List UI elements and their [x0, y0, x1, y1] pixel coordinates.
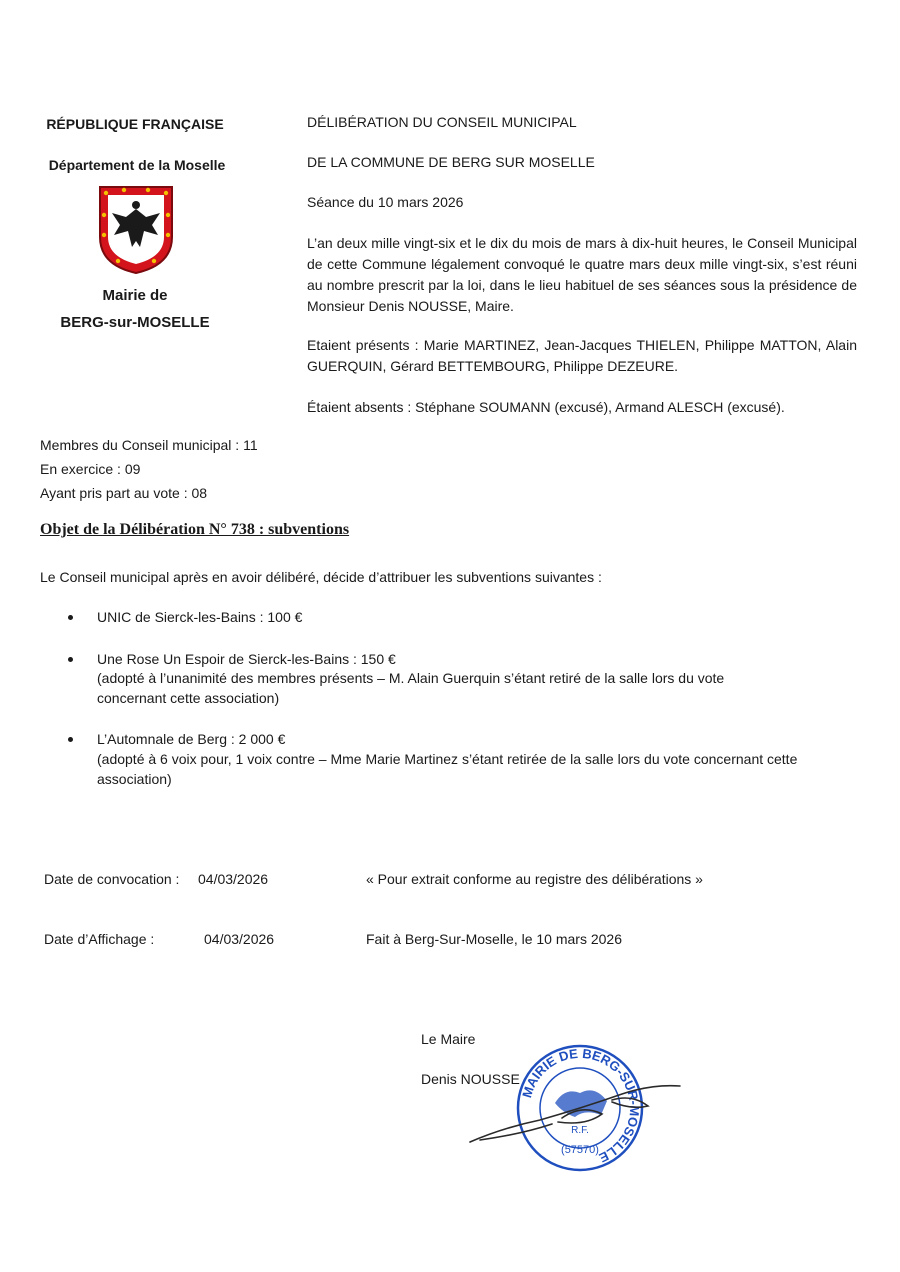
- session-date: Séance du 10 mars 2026: [307, 194, 464, 210]
- bullet-dot: [68, 615, 73, 620]
- commune-title: DE LA COMMUNE DE BERG SUR MOSELLE: [307, 154, 595, 170]
- convocation-date: 04/03/2026: [198, 871, 269, 887]
- decision-intro: Le Conseil municipal après en avoir délibéré, décide d’attribuer les subventions suivantes :: [40, 569, 602, 585]
- subvention-1: UNIC de Sierck-les-Bains : 100 €: [97, 609, 303, 625]
- absent-members: Étaient absents : Stéphane SOUMANN (excusé), Armand ALESCH (excusé).: [307, 399, 785, 415]
- deliberation-subject: Objet de la Délibération N° 738 : subventions: [40, 521, 350, 538]
- present-members: Etaient présents : Marie MARTINEZ, Jean-Jacques THIELEN, Philippe MATTON, Alain GUERQUIN, Gérard BETTEMBOURG, Philippe DEZEURE.: [307, 337, 857, 374]
- intro-paragraph: L’an deux mille vingt-six et le dix du mois de mars à dix-huit heures, le Conseil Municipal de cette Commune légalement convoqué le quatre mars deux mille vingt-six, s’est réuni au nombre prescrit par la loi, dans le lieu habituel de ses séances sous la présidence de Monsieur Denis NOUSSE, Maire.: [307, 235, 857, 314]
- done-at: Fait à Berg-Sur-Moselle, le 10 mars 2026: [366, 931, 622, 947]
- signatory-name: Denis NOUSSE: [421, 1071, 520, 1087]
- members-count: Membres du Conseil municipal : 11: [40, 437, 258, 453]
- in-office-count: En exercice : 09: [40, 461, 141, 477]
- svg-text:(57570): (57570): [561, 1144, 599, 1156]
- department-heading: Département de la Moselle: [48, 157, 226, 173]
- mairie-line-2: BERG-sur-MOSELLE: [60, 314, 210, 331]
- svg-text:MAIRIE DE BERG-SUR-MOSELLE: MAIRIE DE BERG-SUR-MOSELLE: [519, 1045, 643, 1166]
- affichage-label: Date d’Affichage :: [44, 931, 155, 947]
- subvention-3-note: (adopté à 6 voix pour, 1 voix contre – Mme Marie Martinez s’étant retirée de la salle lors du vote concernant cette association): [97, 751, 798, 787]
- subvention-3: L’Automnale de Berg : 2 000 €: [97, 731, 286, 747]
- svg-text:R.F.: R.F.: [571, 1125, 589, 1136]
- handwritten-signature-icon: [462, 1070, 692, 1160]
- subvention-2-note: (adopté à l’unanimité des membres présents – M. Alain Guerquin s’étant retiré de la salle lors du vote concernant cette association): [97, 670, 725, 706]
- deliberation-title: DÉLIBÉRATION DU CONSEIL MUNICIPAL: [307, 114, 577, 130]
- bullet-dot: [68, 657, 73, 662]
- extract-mention: « Pour extrait conforme au registre des délibérations »: [366, 871, 703, 887]
- coat-of-arms-icon: [98, 185, 174, 275]
- affichage-date: 04/03/2026: [204, 931, 275, 947]
- republic-heading: RÉPUBLIQUE FRANÇAISE: [46, 116, 224, 132]
- signatory-role: Le Maire: [421, 1031, 476, 1047]
- convocation-label: Date de convocation :: [44, 871, 180, 887]
- subvention-2: Une Rose Un Espoir de Sierck-les-Bains : 150 €: [97, 651, 396, 667]
- voted-count: Ayant pris part au vote : 08: [40, 485, 208, 501]
- bullet-dot: [68, 737, 73, 742]
- mairie-line-1: Mairie de: [102, 287, 168, 304]
